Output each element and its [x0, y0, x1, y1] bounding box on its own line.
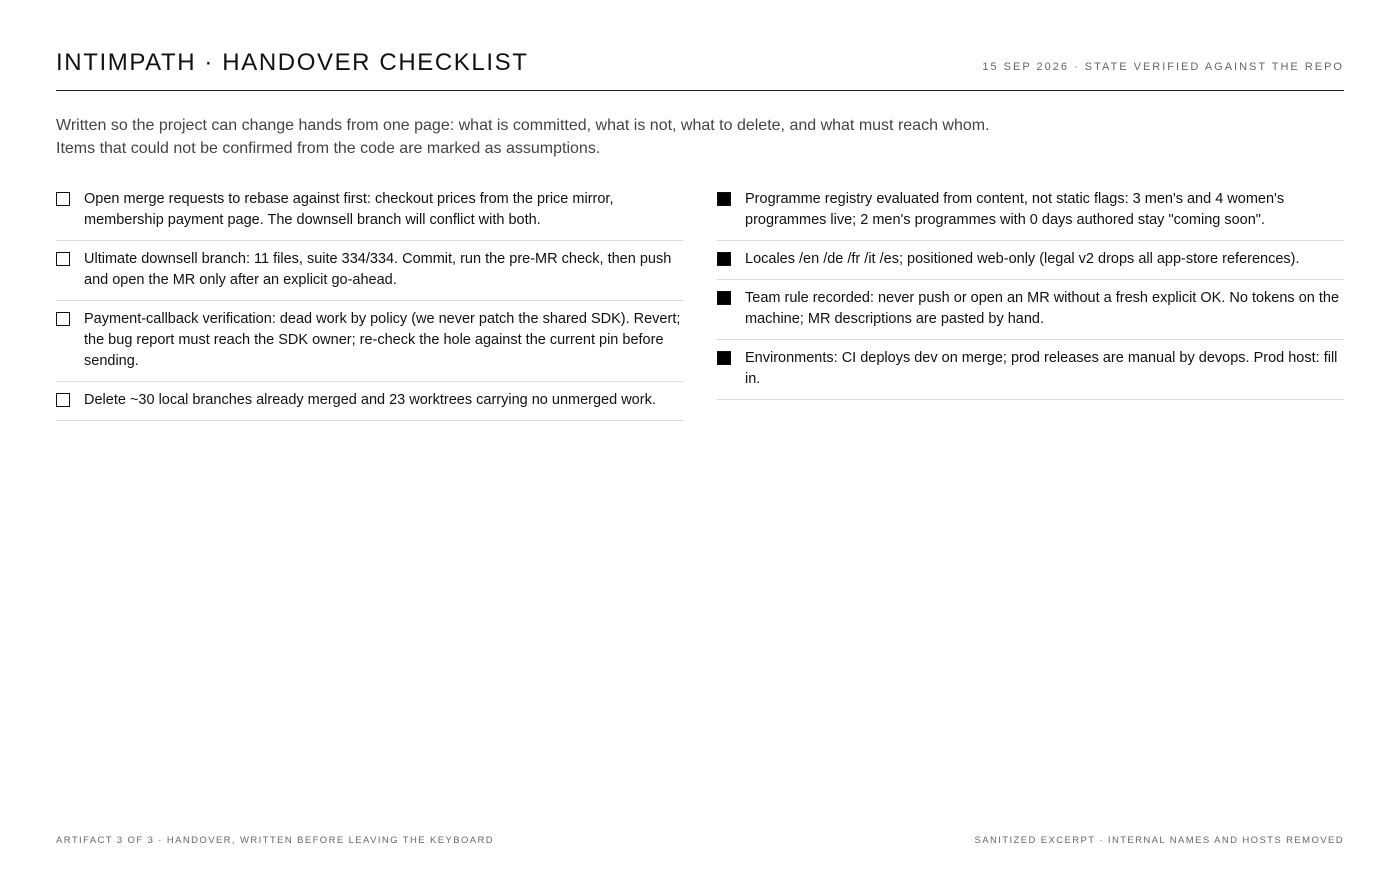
checklist-item	[56, 301, 683, 382]
checkbox-checked[interactable]	[717, 192, 731, 206]
checklist-item-text: Locales /en /de /fr /it /es; positioned web-only (legal v2 drops all app-store references).	[745, 251, 1300, 267]
checkbox-unchecked[interactable]	[56, 192, 70, 206]
checkbox-unchecked[interactable]	[56, 252, 70, 266]
checklist-item	[717, 241, 1344, 280]
checkbox-checked[interactable]	[717, 291, 731, 305]
checklist-item-text: Ultimate downsell branch: 11 files, suite 334/334. Commit, run the pre-MR check, then push and open the MR only after an explicit go-ahead.	[84, 251, 672, 288]
footer-artifact-label: ARTIFACT 3 OF 3 · HANDOVER, WRITTEN BEFORE LEAVING THE KEYBOARD	[56, 835, 495, 846]
checklist-item	[717, 181, 1344, 241]
page-header	[56, 48, 1344, 91]
verification-date: 15 SEP 2026 · STATE VERIFIED AGAINST THE REPO	[982, 61, 1344, 73]
checklist-item	[717, 280, 1344, 340]
checkbox-checked[interactable]	[717, 252, 731, 266]
checklist-item	[717, 340, 1344, 400]
checkbox-unchecked[interactable]	[56, 393, 70, 407]
checklist-item	[56, 382, 683, 421]
handover-page	[56, 0, 1344, 875]
checkbox-unchecked[interactable]	[56, 312, 70, 326]
intro-paragraph: Written so the project can change hands from one page: what is committed, what is not, what to delete, and what must reach whom. Items that could not be confirmed from the code are marked as assumptions.	[56, 117, 990, 157]
checklist-item-text: Programme registry evaluated from content, not static flags: 3 men's and 4 women's programmes live; 2 men's programmes with 0 days authored stay "coming soon".	[745, 191, 1285, 228]
checklist-item-text: Open merge requests to rebase against first: checkout prices from the price mirror, membership payment page. The downsell branch will conflict with both.	[84, 191, 614, 228]
checklist-item-text: Payment-callback verification: dead work by policy (we never patch the shared SDK). Revert; the bug report must reach the SDK owner; re-check the hole against the current pin before sending.	[84, 311, 681, 369]
checklist-item-text: Team rule recorded: never push or open an MR without a fresh explicit OK. No tokens on the machine; MR descriptions are pasted by hand.	[745, 290, 1340, 327]
checklist-item	[56, 181, 683, 241]
footer-sanitized-note: SANITIZED EXCERPT · INTERNAL NAMES AND HOSTS REMOVED	[974, 835, 1344, 846]
done-items-column	[717, 181, 1344, 400]
open-items-column	[56, 181, 683, 421]
checklist-item-text: Environments: CI deploys dev on merge; prod releases are manual by devops. Prod host: fill in.	[745, 350, 1338, 387]
checklist-item-text: Delete ~30 local branches already merged and 23 worktrees carrying no unmerged work.	[84, 392, 656, 408]
checklist-item	[56, 241, 683, 301]
page-title: INTIMPATH · HANDOVER CHECKLIST	[56, 49, 529, 76]
checkbox-checked[interactable]	[717, 351, 731, 365]
